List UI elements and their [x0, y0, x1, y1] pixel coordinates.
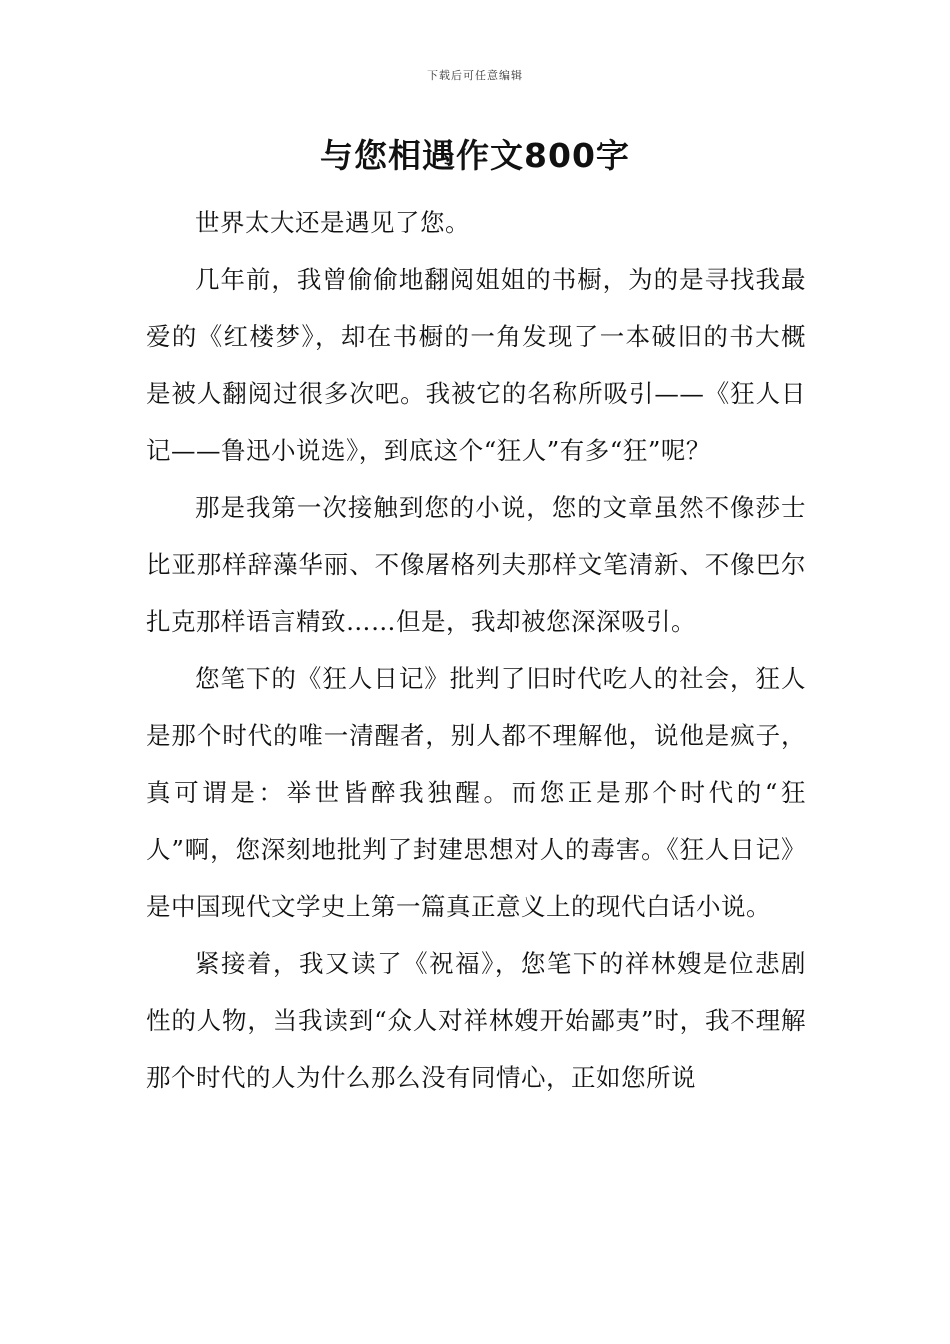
- page-title: 与您相遇作文800字: [320, 136, 630, 175]
- header-note: 下载后可任意编辑: [427, 69, 523, 82]
- paragraph-5: 紧接着，我又读了《祝福》，您笔下的祥林嫂是位悲剧性的人物，当我读到“众人对祥林嫂开始鄙夷”时，我不理解那个时代的人为什么那么没有同情心，正如您所说: [146, 949, 806, 1092]
- paragraph-1: 世界太大还是遇见了您。: [195, 208, 470, 237]
- paragraph-2: 几年前，我曾偷偷地翻阅姐姐的书橱，为的是寻找我最爱的《红楼梦》，却在书橱的一角发现了一本破旧的书大概是被人翻阅过很多次吧。我被它的名称所吸引——《狂人日记——鲁迅小说选》，到底这个“狂人”有多“狂”呢？: [146, 265, 806, 465]
- article-body: [146, 194, 806, 1106]
- paragraph-3: 那是我第一次接触到您的小说，您的文章虽然不像莎士比亚那样辞藻华丽、不像屠格列夫那样文笔清新、不像巴尔扎克那样语言精致……但是，我却被您深深吸引。: [146, 493, 806, 636]
- paragraph-4: 您笔下的《狂人日记》批判了旧时代吃人的社会，狂人是那个时代的唯一清醒者，别人都不理解他，说他是疯子，真可谓是：举世皆醉我独醒。而您正是那个时代的“狂人”啊，您深刻地批判了封建思想对人的毒害。《狂人日记》是中国现代文学史上第一篇真正意义上的现代白话小说。: [146, 664, 806, 921]
